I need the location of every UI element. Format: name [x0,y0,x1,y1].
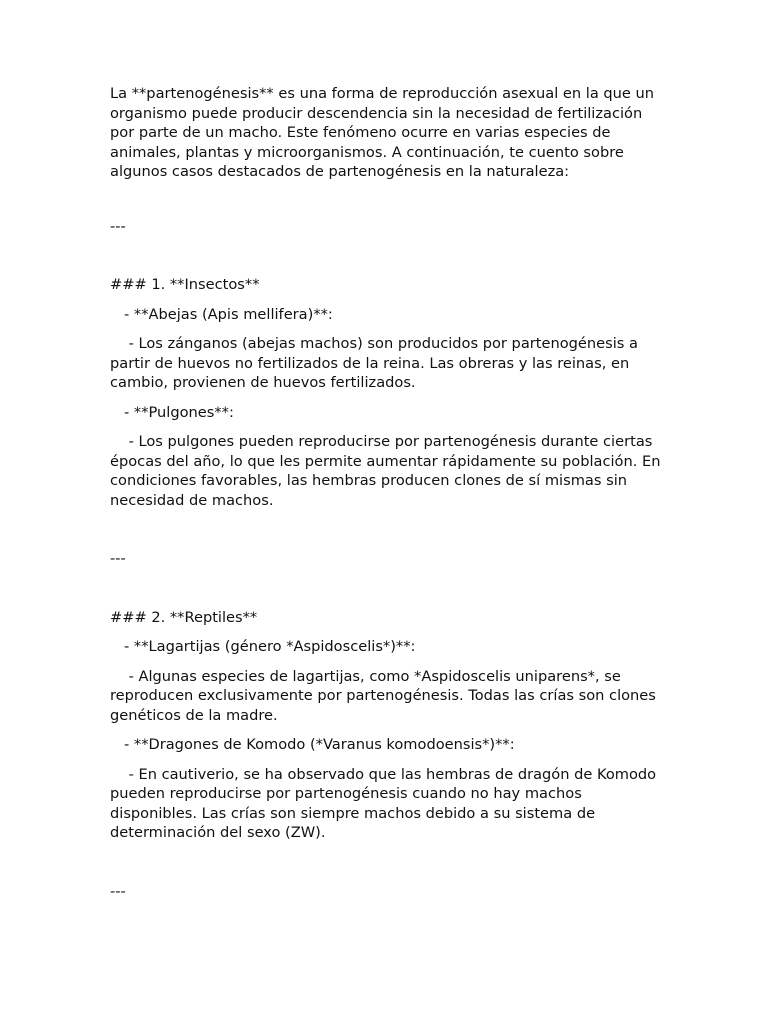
list-detail-lagartijas: - Algunas especies de lagartijas, como *Aspidoscelis uniparens*, se reproducen exclusivamente por partenogénesis. Todas las crías son clones genéticos de la madre. [110,667,661,724]
document-page [110,84,666,940]
list-item-pulgones: - **Pulgones**: [124,403,234,421]
separator-1: --- [110,217,126,235]
intro-paragraph: La **partenogénesis** es una forma de reproducción asexual en la que un organismo puede producir descendencia sin la necesidad de fertilización por parte de un macho. Este fenómeno ocurre en varias especies de animales, plantas y microorganismos. A continuación, te cuento sobre algunos casos destacados de partenogénesis en la naturaleza: [110,85,659,180]
list-item-abejas: - **Abejas (Apis mellifera)**: [124,305,333,323]
section-heading-reptiles: ### 2. **Reptiles** [110,608,258,626]
list-detail-pulgones: - Los pulgones pueden reproducirse por partenogénesis durante ciertas épocas del año, lo que les permite aumentar rápidamente su población. En condiciones favorables, las hembras producen clones de sí mismas sin necesidad de machos. [110,433,666,509]
separator-2: --- [110,550,126,567]
list-detail-abejas: - Los zánganos (abejas machos) son producidos por partenogénesis a partir de huevos no fertilizados de la reina. Las obreras y las reinas, en cambio, provienen de huevos fertilizados. [110,335,643,391]
separator-3: --- [110,882,126,900]
list-detail-dragones: - En cautiverio, se ha observado que las hembras de dragón de Komodo pueden reproducirse por partenogénesis cuando no hay machos disponibles. Las crías son siempre machos debido a su sistema de determinación del sexo (ZW). [110,765,661,841]
list-item-lagartijas: - **Lagartijas (género *Aspidoscelis*)**: [124,638,416,655]
list-item-dragones: - **Dragones de Komodo (*Varanus komodoensis*)**: [124,736,515,753]
section-heading-insectos: ### 1. **Insectos** [110,276,260,293]
